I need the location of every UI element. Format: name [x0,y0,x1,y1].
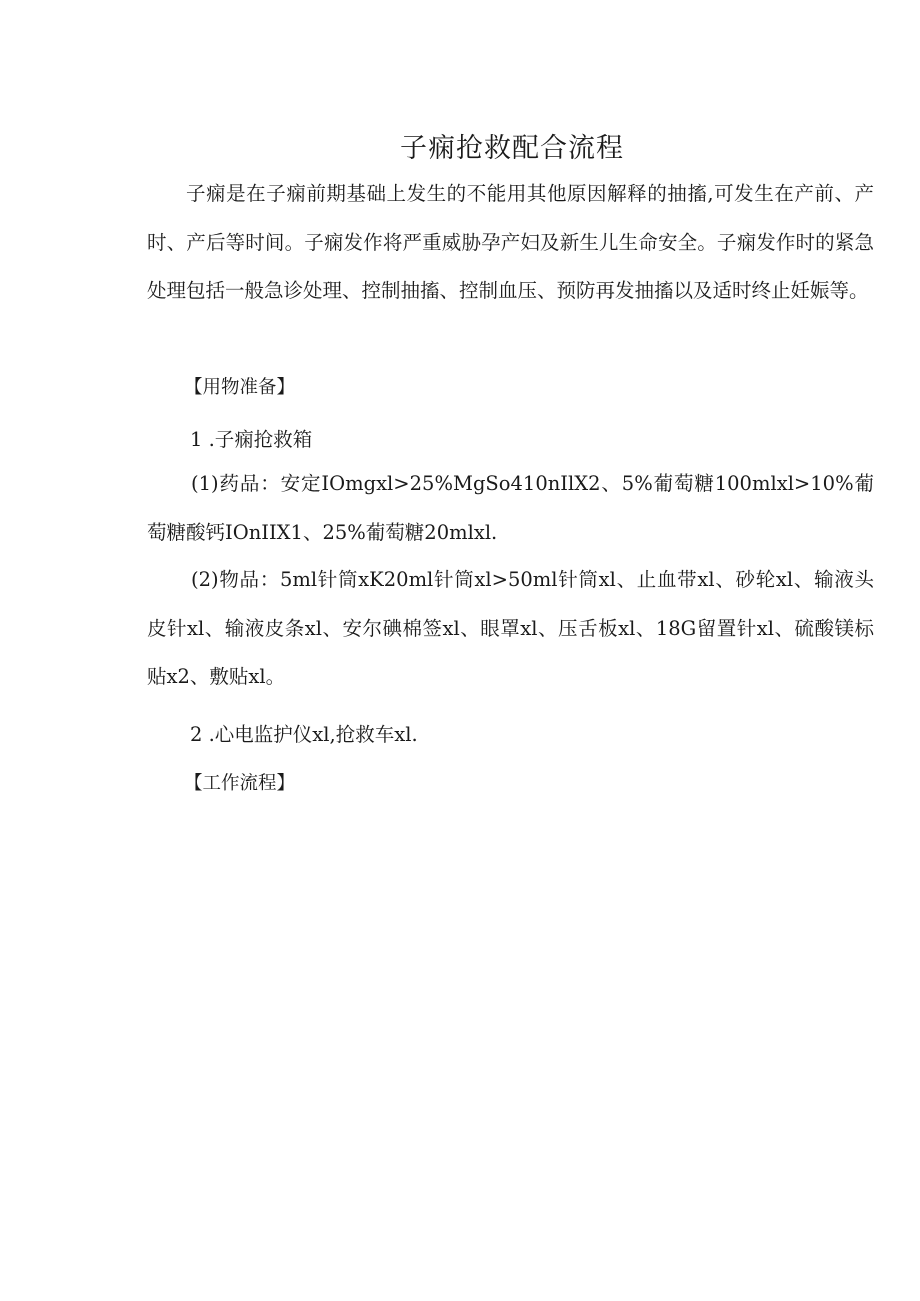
item-1-heading: 1 .子痫抢救箱 [190,428,313,451]
section-heading-supplies: 【用物准备】 [184,377,296,398]
supplies-paragraph: (2)物品：5ml针筒xK20ml针筒xl>50ml针筒xl、止血带xl、砂轮xl、输液头皮针xl、输液皮条xl、安尔碘棉签xl、眼罩xl、压舌板xl、18G留置针xl、硫酸镁标贴x2、敷贴xl。 [147,568,874,688]
section-heading-workflow: 【工作流程】 [184,773,296,794]
document-title: 子痫抢救配合流程 [400,133,624,164]
drugs-paragraph: (1)药品：安定IOmgxl>25%MgSo410nIlX2、5%葡萄糖100mlxl>10%葡萄糖酸钙IOnIIX1、25%葡萄糖20mlxl. [147,472,874,544]
intro-paragraph: 子痫是在子痫前期基础上发生的不能用其他原因解释的抽搐,可发生在产前、产时、产后等时间。子痫发作将严重威胁孕产妇及新生儿生命安全。子痫发作时的紧急处理包括一般急诊处理、控制抽搐、控制血压、预防再发抽搐以及适时终止妊娠等。 [147,182,874,302]
item-2-line: 2 .心电监护仪xl,抢救车xl. [190,723,418,746]
